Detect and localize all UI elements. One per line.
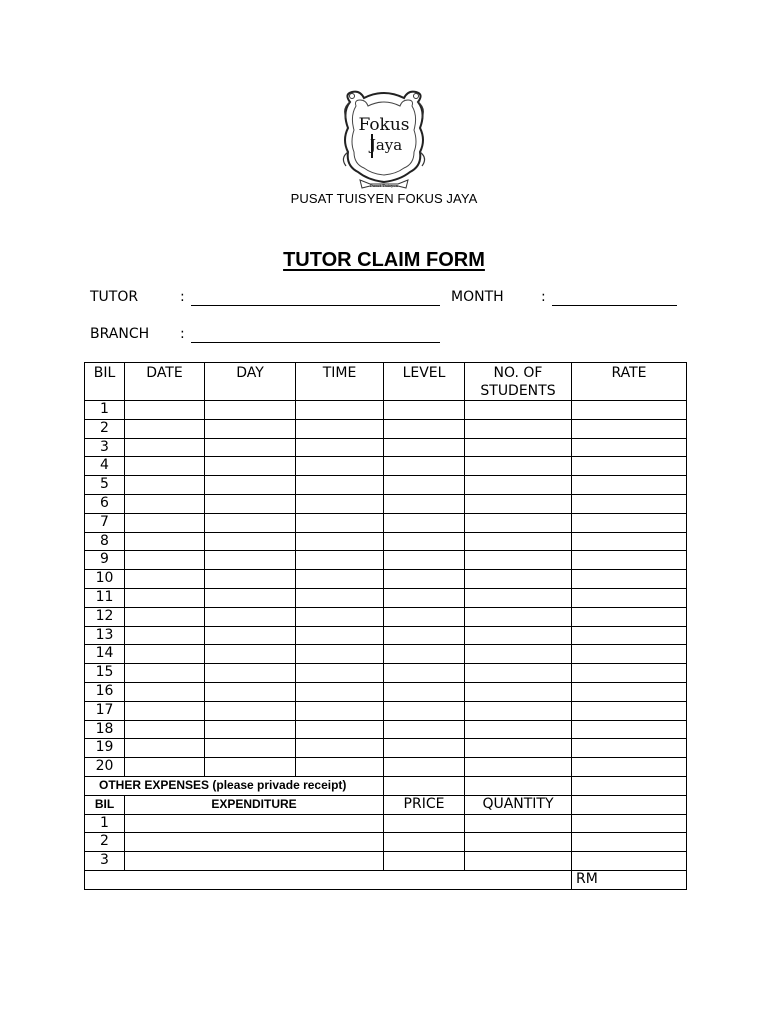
date-cell[interactable] — [125, 419, 205, 438]
amount-cell[interactable] — [572, 814, 687, 833]
students-cell[interactable] — [465, 551, 572, 570]
level-cell[interactable] — [384, 758, 465, 777]
students-cell[interactable] — [465, 664, 572, 683]
day-cell[interactable] — [205, 457, 296, 476]
month-input-line[interactable] — [552, 305, 677, 306]
students-cell[interactable] — [465, 645, 572, 664]
column-header-time: TIME — [296, 363, 384, 401]
rate-cell[interactable] — [572, 494, 687, 513]
day-cell[interactable] — [205, 438, 296, 457]
level-cell[interactable] — [384, 476, 465, 495]
students-cell[interactable] — [465, 626, 572, 645]
students-cell[interactable] — [465, 682, 572, 701]
rate-cell[interactable] — [572, 645, 687, 664]
date-cell[interactable] — [125, 664, 205, 683]
time-cell[interactable] — [296, 494, 384, 513]
level-cell[interactable] — [384, 645, 465, 664]
table-row — [85, 758, 687, 777]
time-cell[interactable] — [296, 513, 384, 532]
row-number: 15 — [85, 664, 125, 683]
rate-cell[interactable] — [572, 401, 687, 420]
table-row — [85, 701, 687, 720]
level-cell[interactable] — [384, 419, 465, 438]
table-row — [85, 401, 687, 420]
expense-row-number: 2 — [85, 833, 125, 852]
other-expenses-rate-cell[interactable] — [572, 776, 687, 795]
date-cell[interactable] — [125, 457, 205, 476]
rate-cell[interactable] — [572, 476, 687, 495]
expenditure-cell[interactable] — [125, 833, 384, 852]
day-cell[interactable] — [205, 570, 296, 589]
level-cell[interactable] — [384, 682, 465, 701]
date-cell[interactable] — [125, 682, 205, 701]
day-cell[interactable] — [205, 532, 296, 551]
date-cell[interactable] — [125, 758, 205, 777]
date-cell[interactable] — [125, 532, 205, 551]
expense-row — [85, 814, 687, 833]
date-cell[interactable] — [125, 588, 205, 607]
table-row — [85, 494, 687, 513]
rate-cell[interactable] — [572, 457, 687, 476]
tutor-field — [90, 289, 445, 309]
rate-cell[interactable] — [572, 758, 687, 777]
expense-row-number: 3 — [85, 852, 125, 871]
date-cell[interactable] — [125, 701, 205, 720]
level-cell[interactable] — [384, 664, 465, 683]
total-spacer — [85, 870, 572, 889]
students-cell[interactable] — [465, 588, 572, 607]
students-cell[interactable] — [465, 419, 572, 438]
row-number: 3 — [85, 438, 125, 457]
time-cell[interactable] — [296, 626, 384, 645]
branch-input-line[interactable] — [191, 342, 440, 343]
other-expenses-label: OTHER EXPENSES (please privade receipt) — [85, 776, 384, 795]
level-cell[interactable] — [384, 401, 465, 420]
row-number: 17 — [85, 701, 125, 720]
expenditure-cell[interactable] — [125, 852, 384, 871]
column-header-date: DATE — [125, 363, 205, 401]
time-cell[interactable] — [296, 739, 384, 758]
form-title: TUTOR CLAIM FORM — [283, 249, 485, 271]
expense-row — [85, 852, 687, 871]
table-row — [85, 570, 687, 589]
other-expenses-level-cell[interactable] — [384, 776, 465, 795]
table-row — [85, 588, 687, 607]
column-header-level: LEVEL — [384, 363, 465, 401]
rate-cell[interactable] — [572, 626, 687, 645]
date-cell[interactable] — [125, 626, 205, 645]
row-number: 11 — [85, 588, 125, 607]
date-cell[interactable] — [125, 551, 205, 570]
day-cell[interactable] — [205, 664, 296, 683]
students-cell[interactable] — [465, 457, 572, 476]
level-cell[interactable] — [384, 570, 465, 589]
time-cell[interactable] — [296, 664, 384, 683]
amount-cell[interactable] — [572, 852, 687, 871]
time-cell[interactable] — [296, 551, 384, 570]
expenditure-cell[interactable] — [125, 814, 384, 833]
price-cell[interactable] — [384, 833, 465, 852]
table-row — [85, 645, 687, 664]
tuition-center-name: PUSAT TUISYEN FOKUS JAYA — [290, 191, 478, 206]
other-expenses-row — [85, 776, 687, 795]
expense-row — [85, 833, 687, 852]
svg-text:Pusat Tuisyen: Pusat Tuisyen — [369, 183, 399, 188]
table-row — [85, 513, 687, 532]
level-cell[interactable] — [384, 513, 465, 532]
table-row — [85, 664, 687, 683]
day-cell[interactable] — [205, 758, 296, 777]
day-cell[interactable] — [205, 551, 296, 570]
table-row — [85, 720, 687, 739]
day-cell[interactable] — [205, 645, 296, 664]
time-cell[interactable] — [296, 438, 384, 457]
level-cell[interactable] — [384, 494, 465, 513]
expense-header-bil: BIL — [85, 795, 125, 814]
time-cell[interactable] — [296, 532, 384, 551]
table-row — [85, 532, 687, 551]
fokus-jaya-logo — [340, 88, 428, 194]
students-cell[interactable] — [465, 476, 572, 495]
students-cell[interactable] — [465, 701, 572, 720]
tutor-input-line[interactable] — [191, 305, 440, 306]
level-cell[interactable] — [384, 532, 465, 551]
rate-cell[interactable] — [572, 570, 687, 589]
rate-cell[interactable] — [572, 739, 687, 758]
students-cell[interactable] — [465, 401, 572, 420]
column-header-no-of-students: NO. OF STUDENTS — [465, 363, 572, 401]
branch-field — [90, 326, 445, 346]
level-cell[interactable] — [384, 551, 465, 570]
row-number: 8 — [85, 532, 125, 551]
date-cell[interactable] — [125, 401, 205, 420]
expense-header-row — [85, 795, 687, 814]
column-header-rate: RATE — [572, 363, 687, 401]
row-number: 1 — [85, 401, 125, 420]
row-number: 5 — [85, 476, 125, 495]
day-cell[interactable] — [205, 588, 296, 607]
price-cell[interactable] — [384, 814, 465, 833]
time-cell[interactable] — [296, 588, 384, 607]
month-label: MONTH — [451, 289, 504, 305]
table-row — [85, 438, 687, 457]
day-cell[interactable] — [205, 720, 296, 739]
row-number: 16 — [85, 682, 125, 701]
claim-table — [84, 362, 687, 890]
svg-text:Jaya: Jaya — [369, 136, 403, 154]
row-number: 18 — [85, 720, 125, 739]
row-number: 20 — [85, 758, 125, 777]
price-cell[interactable] — [384, 852, 465, 871]
level-cell[interactable] — [384, 588, 465, 607]
date-cell[interactable] — [125, 513, 205, 532]
day-cell[interactable] — [205, 419, 296, 438]
expense-header-price: PRICE — [384, 795, 465, 814]
row-number: 2 — [85, 419, 125, 438]
amount-cell[interactable] — [572, 833, 687, 852]
time-cell[interactable] — [296, 720, 384, 739]
expense-header-rate-cell[interactable] — [572, 795, 687, 814]
rate-cell[interactable] — [572, 438, 687, 457]
svg-text:Fokus: Fokus — [358, 115, 410, 135]
table-row — [85, 419, 687, 438]
tutor-colon: : — [180, 289, 185, 305]
time-cell[interactable] — [296, 401, 384, 420]
rate-cell[interactable] — [572, 682, 687, 701]
rate-cell[interactable] — [572, 701, 687, 720]
month-field — [451, 289, 681, 309]
row-number: 14 — [85, 645, 125, 664]
row-number: 19 — [85, 739, 125, 758]
time-cell[interactable] — [296, 570, 384, 589]
day-cell[interactable] — [205, 701, 296, 720]
date-cell[interactable] — [125, 570, 205, 589]
tutor-label: TUTOR — [90, 289, 139, 305]
students-cell[interactable] — [465, 532, 572, 551]
time-cell[interactable] — [296, 607, 384, 626]
quantity-cell[interactable] — [465, 852, 572, 871]
students-cell[interactable] — [465, 438, 572, 457]
level-cell[interactable] — [384, 457, 465, 476]
branch-label: BRANCH — [90, 326, 150, 342]
level-cell[interactable] — [384, 720, 465, 739]
day-cell[interactable] — [205, 476, 296, 495]
students-cell[interactable] — [465, 758, 572, 777]
time-cell[interactable] — [296, 645, 384, 664]
students-cell[interactable] — [465, 739, 572, 758]
time-cell[interactable] — [296, 419, 384, 438]
row-number: 13 — [85, 626, 125, 645]
students-cell[interactable] — [465, 570, 572, 589]
time-cell[interactable] — [296, 701, 384, 720]
time-cell[interactable] — [296, 476, 384, 495]
day-cell[interactable] — [205, 401, 296, 420]
expense-header-quantity: QUANTITY — [465, 795, 572, 814]
month-colon: : — [541, 289, 546, 305]
column-header-day: DAY — [205, 363, 296, 401]
time-cell[interactable] — [296, 758, 384, 777]
expense-header-expenditure: EXPENDITURE — [125, 795, 384, 814]
level-cell[interactable] — [384, 438, 465, 457]
level-cell[interactable] — [384, 739, 465, 758]
day-cell[interactable] — [205, 494, 296, 513]
date-cell[interactable] — [125, 720, 205, 739]
students-cell[interactable] — [465, 494, 572, 513]
rate-cell[interactable] — [572, 513, 687, 532]
rate-cell[interactable] — [572, 419, 687, 438]
quantity-cell[interactable] — [465, 833, 572, 852]
table-row — [85, 626, 687, 645]
table-row — [85, 739, 687, 758]
total-rm-cell[interactable]: RM — [572, 870, 687, 889]
other-expenses-students-cell[interactable] — [465, 776, 572, 795]
column-header-bil: BIL — [85, 363, 125, 401]
students-cell[interactable] — [465, 607, 572, 626]
date-cell[interactable] — [125, 476, 205, 495]
day-cell[interactable] — [205, 513, 296, 532]
students-cell[interactable] — [465, 720, 572, 739]
total-row — [85, 870, 687, 889]
rate-cell[interactable] — [572, 607, 687, 626]
students-cell[interactable] — [465, 513, 572, 532]
rate-cell[interactable] — [572, 588, 687, 607]
date-cell[interactable] — [125, 494, 205, 513]
rate-cell[interactable] — [572, 664, 687, 683]
time-cell[interactable] — [296, 682, 384, 701]
quantity-cell[interactable] — [465, 814, 572, 833]
branch-colon: : — [180, 326, 185, 342]
table-header-row — [85, 363, 687, 401]
day-cell[interactable] — [205, 626, 296, 645]
day-cell[interactable] — [205, 739, 296, 758]
row-number: 6 — [85, 494, 125, 513]
row-number: 4 — [85, 457, 125, 476]
date-cell[interactable] — [125, 438, 205, 457]
level-cell[interactable] — [384, 626, 465, 645]
day-cell[interactable] — [205, 607, 296, 626]
row-number: 12 — [85, 607, 125, 626]
table-row — [85, 457, 687, 476]
row-number: 7 — [85, 513, 125, 532]
rate-cell[interactable] — [572, 551, 687, 570]
rate-cell[interactable] — [572, 720, 687, 739]
day-cell[interactable] — [205, 682, 296, 701]
level-cell[interactable] — [384, 607, 465, 626]
time-cell[interactable] — [296, 457, 384, 476]
table-row — [85, 607, 687, 626]
table-row — [85, 682, 687, 701]
row-number: 10 — [85, 570, 125, 589]
table-row — [85, 551, 687, 570]
expense-row-number: 1 — [85, 814, 125, 833]
table-row — [85, 476, 687, 495]
date-cell[interactable] — [125, 645, 205, 664]
row-number: 9 — [85, 551, 125, 570]
date-cell[interactable] — [125, 607, 205, 626]
level-cell[interactable] — [384, 701, 465, 720]
rate-cell[interactable] — [572, 532, 687, 551]
date-cell[interactable] — [125, 739, 205, 758]
